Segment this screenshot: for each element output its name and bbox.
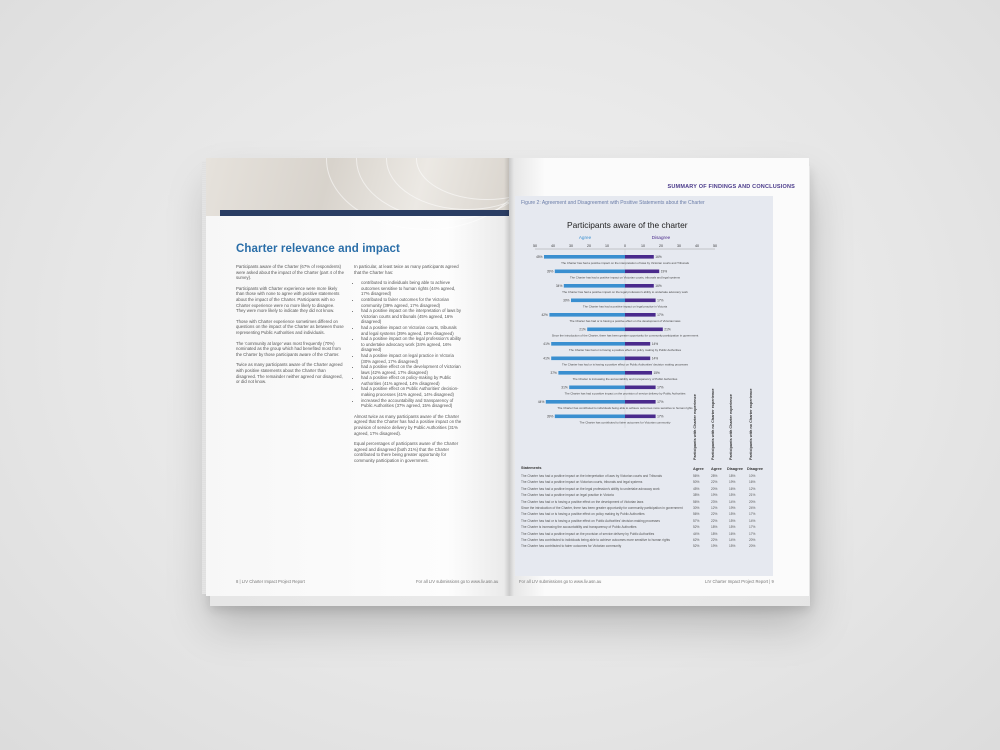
agree-value-label: 42% (541, 313, 548, 317)
agree-value-label: 44% (537, 400, 545, 404)
list-item: • contributed to individuals being able to achieve outcomes sensitive to human rights (44% agreed, 17% disagreed) (361, 280, 462, 297)
disagree-value-label: 14% (651, 356, 659, 361)
value-cell: 52% (693, 544, 700, 549)
list-item: • had a positive impact on the legal profession's ability to undertake advocacy work (34% agreed, 16% disagreed) (361, 336, 462, 353)
value-cell: 14% (749, 518, 756, 523)
value-cell: 45% (693, 486, 700, 491)
category-label: The Charter has had a positive impact on Victorian courts, tribunals and legal systems (569, 275, 681, 280)
column-header: Participants with Charter experience (729, 394, 733, 460)
statement-cell: The Charter has had a positive impact on the legal profession's ability to undertake advocacy work (521, 486, 660, 491)
x-tick-label: 50 (533, 244, 537, 248)
left-page (206, 158, 509, 596)
sub-header: Disagree (727, 467, 744, 471)
table-row (521, 480, 767, 486)
x-tick-label: 10 (641, 244, 645, 248)
value-cell: 15% (729, 544, 736, 549)
disagree-bar (625, 386, 656, 390)
list-item: • had a positive effect on the development of Victorian laws (42% agreed, 17% disagreed) (361, 364, 462, 375)
value-cell: 22% (711, 512, 718, 517)
value-cell: 17% (749, 512, 756, 517)
paragraph: Almost twice as many participants aware of the Charter agreed that the Charter has had a positive impact on the provision of service delivery by Public Authorities (31% agreed, 17% disagreed). (354, 413, 462, 436)
disagree-bar (625, 328, 663, 332)
table-row (521, 538, 767, 544)
value-cell: 22% (711, 518, 718, 523)
value-cell: 19% (729, 480, 736, 485)
statement-cell: The Charter has had a positive impact on legal practice in Victoria (521, 493, 614, 498)
table-row (521, 474, 767, 480)
agree-bar (555, 415, 625, 419)
statement-cell: The Charter has had a positive impact on the interpretation of laws by Victorian courts and Tribunals (521, 474, 662, 478)
column-header: Participants with Charter experience (693, 394, 697, 460)
value-cell: 18% (729, 474, 736, 478)
value-cell: 16% (749, 480, 756, 485)
agree-value-label: 34% (555, 284, 563, 288)
agree-value-label: 21% (579, 327, 586, 332)
x-tick-label: 10 (605, 244, 609, 248)
right-column (354, 264, 462, 469)
table-row (521, 493, 767, 499)
figure-caption: Figure 2: Agreement and Disagreement with Positive Statements about the Charter (521, 200, 705, 206)
agree-value-label: 39% (546, 414, 554, 419)
summary-heading: SUMMARY OF FINDINGS AND CONCLUSIONS (667, 184, 795, 190)
disagree-value-label: 16% (655, 255, 662, 259)
disagree-value-label: 15% (653, 371, 660, 375)
value-cell: 22% (711, 480, 718, 485)
disagree-value-label: 14% (651, 342, 659, 346)
agree-bar (549, 313, 625, 317)
value-cell: 15% (729, 525, 736, 530)
value-cell: 50% (693, 480, 700, 485)
sub-header: Disagree (747, 467, 764, 471)
disagree-value-label: 17% (657, 298, 664, 303)
disagree-bar (625, 342, 650, 346)
legend-disagree: Disagree (651, 235, 671, 240)
statement-cell: The Charter has contributed to fairer outcomes for Victorian community (521, 544, 622, 549)
list-item: • had a positive impact on the interpretation of laws by Victorian courts and tribunals (45% agreed, 16% disagreed) (361, 308, 462, 325)
statement-cell: Since the introduction of the Charter, there has been greater opportunity for community participation in government (521, 506, 683, 510)
category-label: The Charter has had a positive impact on the provision of service delivery by Public Authorities (564, 391, 686, 396)
header-photo (206, 158, 509, 216)
agree-bar (569, 386, 625, 390)
value-cell: 62% (693, 538, 700, 542)
disagree-bar (625, 299, 656, 303)
value-cell: 57% (693, 518, 700, 523)
value-cell: 17% (749, 525, 756, 530)
disagree-bar (625, 284, 654, 288)
disagree-bar (625, 371, 652, 375)
agree-bar (555, 270, 625, 274)
paragraph: Participants with Charter experience were more likely than those with none to agree with positive statements about the impact of the Charter. Participants with no Charter experience were no more likely to disagree. They were more likely to indicate they did not know. (236, 285, 340, 314)
x-tick-label: 40 (551, 244, 555, 248)
header-strip (220, 210, 509, 216)
category-label: The Charter has contributed to individuals being able to achieve outcomes more sensitive to human rights (557, 405, 693, 410)
page-footer-right: LIV Charter Impact Project Report | 9 (705, 579, 774, 584)
agree-bar (564, 284, 625, 288)
section-title: Charter relevance and impact (236, 243, 400, 255)
category-label: The Charter has had or is having a positive effect on the development of Victorian laws (569, 318, 681, 323)
agree-value-label: 45% (536, 255, 543, 259)
value-cell: 16% (729, 531, 736, 536)
value-cell: 17% (749, 531, 756, 536)
statement-cell: The Charter has had or is having a positive effect on Public Authorities' decision making processes (521, 518, 660, 523)
agree-value-label: 41% (543, 342, 550, 346)
sub-header: Agree (711, 467, 722, 471)
value-cell: 12% (749, 486, 756, 491)
value-cell: 23% (711, 499, 718, 504)
paragraph: Those with Charter experience sometimes differed on questions on the impact of the Charter as between those representing Public Authorities and individuals. (236, 318, 344, 335)
category-label: The Charter is increasing the accountability and transparency of Public Authorities (572, 376, 678, 381)
table-row (521, 544, 767, 550)
value-cell: 18% (711, 531, 718, 536)
page-footer-url: For all LIV submissions go to www.liv.asn.au (416, 579, 499, 584)
category-label: Since the introduction of the Charter, there has been greater opportunity for community participation in government (551, 333, 699, 338)
agree-bar (546, 400, 625, 404)
agree-bar (551, 342, 625, 346)
agree-value-label: 31% (561, 385, 568, 390)
column-header: Participants with no Charter experience (711, 388, 715, 460)
chart-title: Participants aware of the charter (567, 220, 688, 230)
table-row (521, 525, 767, 531)
left-column (236, 264, 344, 390)
value-cell: 38% (693, 493, 700, 498)
value-cell: 20% (711, 486, 718, 491)
book-spine (504, 158, 514, 596)
x-tick-label: 50 (713, 244, 717, 248)
agree-value-label: 41% (543, 356, 550, 361)
value-cell: 18% (711, 525, 718, 530)
paragraph: Equal percentages of participants aware of the Charter agreed and disagreed (both 21%) that the Charter contributed to there being greater opportunity for community participation in government. (354, 441, 459, 463)
statement-cell: The Charter is increasing the accountability and transparency of Public Authorities (521, 525, 637, 530)
table-row (521, 500, 767, 506)
value-cell: 21% (749, 493, 756, 498)
sub-header: Agree (693, 467, 704, 471)
category-label: The Charter has contributed to fairer outcomes for Victorian community (579, 420, 671, 425)
x-tick-label: 40 (695, 244, 699, 248)
x-tick-label: 30 (569, 244, 573, 248)
paragraph: The 'community at large' was most frequently (70%) nominated as the group which had benefited most from the Charter by those participants aware of the Charter. (236, 340, 341, 357)
disagree-bar (625, 415, 656, 419)
category-label: The Charter has had or is having a positive effect on Public Authorities' decision making processes (562, 362, 688, 367)
statement-cell: The Charter has had a positive impact on Victorian courts, tribunals and legal systems (521, 480, 643, 485)
value-cell: 30% (693, 506, 700, 510)
value-cell: 14% (729, 499, 736, 504)
table-row (521, 487, 767, 493)
value-cell: 14% (729, 538, 736, 542)
agree-value-label: 37% (550, 371, 557, 375)
list-item: • had a positive impact on legal practice in Victoria (30% agreed, 17% disagreed) (361, 353, 462, 364)
statement-cell: The Charter has had or is having a positive effect on policy making by Public Authorities (521, 512, 645, 517)
statement-cell: The Charter has had or is having a positive effect on the development of Victorian laws (521, 499, 644, 504)
x-tick-label: 20 (587, 244, 591, 248)
page-footer-left: 8 | LIV Charter Impact Project Report (236, 579, 305, 584)
list-item: • had a positive impact on Victorian courts, tribunals and legal systems (39% agreed, 19% disagreed) (361, 325, 462, 336)
value-cell: 19% (711, 493, 718, 498)
value-cell: 56% (693, 474, 700, 478)
paragraph: In particular, at least twice as many participants agreed that the Charter has: (354, 264, 459, 275)
list-item: • increased the accountability and transparency of Public Authorities (37% agreed, 15% disagreed) (361, 398, 462, 409)
category-label: The Charter has had a positive impact on the legal profession's ability to undertake advocacy work (562, 289, 688, 294)
disagree-bar (625, 357, 650, 361)
disagree-value-label: 17% (657, 400, 664, 404)
value-cell: 20% (749, 499, 756, 504)
value-cell: 56% (693, 499, 700, 504)
paragraph: Participants aware of the Charter (67% of respondents) were asked about the impact of the Charter (part 4 of the survey). (236, 264, 344, 281)
right-page (509, 158, 809, 596)
value-cell: 10% (749, 474, 756, 478)
x-tick-label: 20 (659, 244, 663, 248)
disagree-bar (625, 400, 656, 404)
statements-header: Statements (521, 466, 542, 470)
column-header: Participants with no Charter experience (749, 388, 753, 460)
value-cell: 22% (711, 538, 718, 542)
disagree-bar (625, 255, 654, 259)
value-cell: 15% (729, 493, 736, 498)
agree-bar (587, 328, 625, 332)
table-row (521, 532, 767, 538)
value-cell: 44% (693, 531, 700, 536)
value-cell: 16% (729, 486, 736, 491)
value-cell: 15% (729, 512, 736, 517)
category-label: The Charter has had a positive impact on legal practice in Victoria (582, 304, 668, 309)
page-footer-url: For all LIV submissions go to www.liv.asn.au (519, 579, 602, 584)
statement-cell: The Charter has contributed to individuals being able to achieve outcomes more sensitive to human rights (521, 538, 671, 542)
value-cell: 52% (693, 525, 700, 530)
agree-bar (558, 371, 625, 375)
disagree-value-label: 21% (664, 327, 671, 332)
value-cell: 28% (711, 474, 718, 478)
value-cell: 20% (749, 544, 756, 549)
disagree-value-label: 16% (655, 284, 662, 288)
list-item: • had a positive effect on Public Authorities' decision-making processes (41% agreed, 14% disagreed) (361, 386, 462, 397)
disagree-value-label: 19% (660, 269, 668, 274)
disagree-bar (625, 313, 656, 317)
value-cell: 20% (749, 538, 756, 542)
agree-bar (551, 357, 625, 361)
agree-bar (544, 255, 625, 259)
paragraph: Twice as many participants aware of the Charter agreed with positive statements about the Charter than disagreed. The remainder neither agreed nor disagreed, or did not know. (236, 362, 343, 385)
disagree-bar (625, 270, 659, 274)
value-cell: 15% (729, 518, 736, 523)
list-item: • had a positive effect on policy-making by Public Authorities (41% agreed, 14% disagreed) (361, 375, 462, 386)
disagree-value-label: 17% (657, 414, 664, 419)
value-cell: 56% (693, 512, 700, 517)
category-label: The Charter has had or is having a positive effect on policy making by Public Authorities (568, 347, 682, 352)
agree-value-label: 30% (563, 298, 570, 303)
disagree-value-label: 17% (657, 385, 664, 390)
value-cell: 19% (729, 506, 736, 510)
legend-agree: Agree (578, 235, 592, 240)
list-item: • contributed to fairer outcomes for the Victorian community (39% agreed, 17% disagreed) (361, 297, 462, 308)
category-label: The Charter has had a positive impact on the interpretation of laws by Victorian courts and Tribunals (561, 260, 689, 265)
agree-bar (571, 299, 625, 303)
value-cell: 24% (749, 506, 756, 510)
table-row (521, 512, 767, 518)
table-row (521, 506, 767, 512)
agree-value-label: 39% (546, 269, 554, 274)
bullet-list (354, 280, 462, 409)
table-row (521, 519, 767, 525)
statement-cell: The Charter has had a positive impact on the provision of service delivery by Public Authorities (521, 531, 655, 536)
x-tick-label: 30 (677, 244, 681, 248)
x-tick-label: 0 (624, 244, 626, 248)
value-cell: 19% (711, 544, 718, 549)
value-cell: 12% (711, 506, 718, 510)
disagree-value-label: 17% (657, 313, 664, 317)
